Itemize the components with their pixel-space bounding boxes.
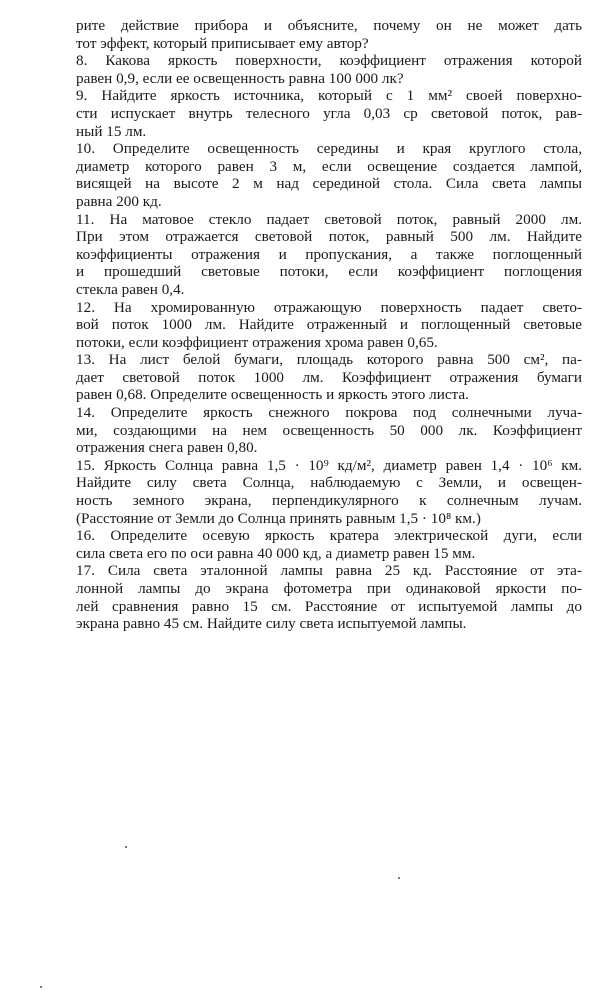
text-line: равен 0,68. Определите освещенность и яркость этого листа. — [76, 386, 469, 404]
text-line: рите действие прибора и объясните, почему он не может дать — [76, 17, 582, 34]
text-line: 10. Определите освещенность середины и края круглого стола, — [76, 140, 582, 158]
text-line: экрана равно 45 см. Найдите силу света испытуемой лампы. — [76, 615, 467, 633]
text-line: 11. На матовое стекло падает световой поток, равный 2000 лм. — [76, 210, 582, 228]
text-line: 17. Сила света эталонной лампы равна 25 кд. Расстояние от эта- — [76, 562, 582, 580]
print-speck — [125, 846, 127, 848]
text-line: 13. На лист белой бумаги, площадь которого равна 500 см², па- — [76, 351, 582, 369]
text-line: коэффициенты отражения и пропускания, а также поглощенный — [76, 245, 582, 263]
text-line: дает световой поток 1000 лм. Коэффициент отражения бумаги — [76, 368, 582, 386]
text-line: сти испускает внутрь телесного угла 0,03 ср световой поток, рав- — [76, 104, 582, 122]
print-speck — [398, 877, 400, 879]
text-line: (Расстояние от Земли до Солнца принять равным 1,5 · 10⁸ км.) — [76, 509, 481, 527]
text-line: 16. Определите осевую яркость кратера электрической дуги, если — [76, 527, 582, 545]
text-line: ми, создающими на нем освещенность 50 000 лк. Коэффициент — [76, 421, 582, 439]
text-line: лей сравнения равно 15 см. Расстояние от испытуемой лампы до — [76, 597, 582, 615]
text-line: 9. Найдите яркость источника, который с 1 мм² своей поверхно- — [76, 87, 582, 105]
text-line: Найдите силу света Солнца, наблюдаемую с Земли, и освещен- — [76, 474, 582, 492]
text-line: 12. На хромированную отражающую поверхность падает свето- — [76, 298, 582, 316]
text-line: ность земного экрана, перпендикулярного к солнечным лучам. — [76, 492, 582, 510]
text-line: диаметр которого равен 3 м, если освещение создается лампой, — [76, 157, 582, 175]
text-line: 8. Какова яркость поверхности, коэффициент отражения которой — [76, 52, 582, 70]
text-line: равна 200 кд. — [76, 192, 162, 210]
text-line: лонной лампы до экрана фотометра при одинаковой яркости по- — [76, 580, 582, 597]
text-line: 15. Яркость Солнца равна 1,5 · 10⁹ кд/м², диаметр равен 1,4 · 10⁶ км. — [76, 456, 582, 474]
text-line: сила света его по оси равна 40 000 кд, а диаметр равен 15 мм. — [76, 544, 476, 562]
text-line: стекла равен 0,4. — [76, 280, 185, 298]
print-speck — [40, 986, 42, 988]
text-line: равен 0,9, если ее освещенность равна 100 000 лк? — [76, 69, 404, 87]
problem-text — [76, 17, 582, 633]
text-line: отражения снега равен 0,80. — [76, 439, 258, 457]
text-line: 14. Определите яркость снежного покрова под солнечными луча- — [76, 404, 582, 422]
text-line: При этом отражается световой поток, равный 500 лм. Найдите — [76, 228, 582, 246]
text-line: потоки, если коэффициент отражения хрома равен 0,65. — [76, 333, 438, 351]
text-line: вой поток 1000 лм. Найдите отраженный и поглощенный световые — [76, 316, 582, 334]
text-line: тот эффект, который приписывает ему автор? — [76, 34, 369, 52]
text-line: и прошедший световые потоки, если коэффициент поглощения — [76, 263, 582, 281]
text-line: висящей на высоте 2 м над серединой стола. Сила света лампы — [76, 175, 582, 193]
text-line: ный 15 лм. — [76, 122, 147, 140]
